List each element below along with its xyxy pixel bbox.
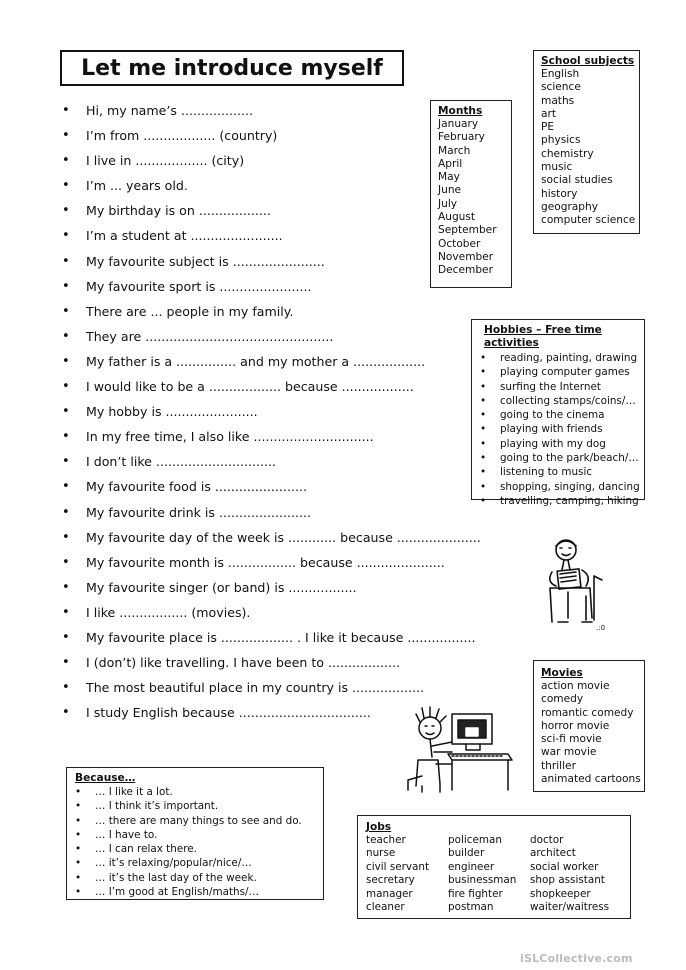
job-item: shop assistant	[530, 874, 605, 887]
jobs-heading: Jobs	[366, 821, 392, 833]
job-item: businessman	[448, 874, 517, 887]
subject-item: history	[541, 187, 578, 200]
svg-text:.:0: .:0	[596, 624, 606, 632]
because-item: • … it’s relaxing/popular/nice/…	[67, 856, 323, 870]
watermark-footer: iSLCollective.com	[520, 952, 633, 965]
sentence-item: • My birthday is on ..................	[62, 198, 532, 223]
because-heading: Because…	[75, 772, 136, 784]
month-item: November	[438, 250, 494, 263]
jobs-box	[357, 815, 631, 919]
because-item: • … I’m good at English/maths/…	[67, 885, 323, 899]
hobby-item: • playing with my dog	[472, 437, 644, 451]
job-item: secretary	[366, 874, 415, 887]
job-item: waiter/waitress	[530, 901, 610, 914]
job-item: nurse	[366, 847, 396, 860]
because-box	[66, 767, 324, 900]
sentence-item: • My hobby is .......................	[62, 399, 532, 424]
job-item: civil servant	[366, 860, 430, 873]
sentence-item: • My father is a ............... and my mother a ..................	[62, 349, 532, 374]
job-item: engineer	[448, 860, 495, 873]
job-item: architect	[530, 847, 576, 860]
sentence-item: • My favourite place is .................. . I like it because .................	[62, 625, 532, 650]
school-subjects-heading: School subjects	[541, 55, 635, 67]
sentence-item: • My favourite food is .......................	[62, 474, 532, 499]
month-item: April	[438, 157, 463, 170]
hobby-item: • travelling, camping, hiking	[472, 494, 644, 508]
sentence-item: • In my free time, I also like ..............................	[62, 424, 532, 449]
sentence-item: • My favourite drink is .......................	[62, 500, 532, 525]
because-item: • … I can relax there.	[67, 842, 323, 856]
hobby-item: • going to the cinema	[472, 408, 644, 422]
subject-item: geography	[541, 200, 599, 213]
hobby-item: • going to the park/beach/…	[472, 451, 644, 465]
subject-item: music	[541, 161, 573, 174]
because-item: • … it’s the last day of the week.	[67, 871, 323, 885]
movie-item: war movie	[541, 746, 597, 759]
subject-item: maths	[541, 94, 575, 107]
sentence-item: • The most beautiful place in my country is ..................	[62, 675, 532, 700]
sentence-item: • I study English because .................................	[62, 700, 532, 725]
job-item: postman	[448, 901, 494, 914]
subject-item: art	[541, 107, 557, 120]
subject-item: chemistry	[541, 147, 594, 160]
hobby-item: • playing computer games	[472, 365, 644, 379]
because-item: • … there are many things to see and do.	[67, 814, 323, 828]
job-item: shopkeeper	[530, 887, 591, 900]
computer-child-drawing	[404, 704, 514, 794]
hobby-item: • reading, painting, drawing	[472, 351, 644, 365]
job-item: manager	[366, 887, 413, 900]
movie-item: action movie	[541, 680, 610, 692]
month-item: December	[438, 264, 493, 277]
sentence-item: • I would like to be a .................. because ..................	[62, 374, 532, 399]
job-item: cleaner	[366, 901, 405, 914]
sentence-item: • My favourite day of the week is ............ because .....................	[62, 525, 532, 550]
movie-item: comedy	[541, 693, 584, 706]
movie-item: animated cartoons	[541, 773, 641, 786]
subject-item: science	[541, 81, 581, 94]
subject-item: social studies	[541, 174, 613, 187]
months-box	[430, 100, 512, 288]
because-item: • … I like it a lot.	[67, 785, 323, 799]
job-item: social worker	[530, 860, 599, 873]
school-subjects-box	[533, 50, 640, 234]
because-item: • … I think it’s important.	[67, 799, 323, 813]
job-item: policeman	[448, 834, 502, 846]
sentence-item: • My favourite singer (or band) is .................	[62, 575, 532, 600]
month-item: May	[438, 171, 460, 184]
hobby-item: • surfing the Internet	[472, 380, 644, 394]
sentence-item: • I’m from .................. (country)	[62, 123, 532, 148]
subject-item: PE	[541, 121, 555, 134]
movies-heading: Movies	[541, 667, 583, 679]
sentence-item: • They are ...............................................	[62, 324, 532, 349]
movie-item: horror movie	[541, 719, 610, 732]
sentence-item: • My favourite subject is .......................	[62, 249, 532, 274]
worksheet-title: Let me introduce myself	[60, 50, 404, 86]
month-item: January	[438, 118, 479, 130]
month-item: February	[438, 131, 485, 144]
movie-item: sci-fi movie	[541, 733, 602, 746]
sentence-item: • My favourite month is ................. because ......................	[62, 550, 532, 575]
sentence-item: • I (don’t) like travelling. I have been to ..................	[62, 650, 532, 675]
subject-item: English	[541, 68, 580, 80]
hobbies-heading: Hobbies – Free time activities	[484, 324, 602, 349]
month-item: August	[438, 211, 476, 224]
movie-item: romantic comedy	[541, 706, 634, 719]
sentence-item: • I like ................. (movies).	[62, 600, 532, 625]
because-item: • … I have to.	[67, 828, 323, 842]
subject-item: physics	[541, 134, 581, 147]
hobby-item: • listening to music	[472, 465, 644, 479]
job-item: doctor	[530, 834, 564, 846]
month-item: October	[438, 237, 481, 250]
sentence-item: • I’m ... years old.	[62, 173, 532, 198]
hobby-item: • collecting stamps/coins/…	[472, 394, 644, 408]
movies-box	[533, 660, 645, 792]
month-item: July	[438, 197, 458, 210]
job-item: fire fighter	[448, 887, 503, 900]
sentence-item: • There are ... people in my family.	[62, 299, 532, 324]
hobby-item: • shopping, singing, dancing	[472, 480, 644, 494]
month-item: March	[438, 144, 471, 157]
sentence-item: • My favourite sport is .......................	[62, 274, 532, 299]
subject-item: computer science	[541, 214, 636, 227]
sentence-item: • Hi, my name’s ..................	[62, 98, 532, 123]
months-heading: Months	[438, 105, 483, 117]
month-item: September	[438, 224, 497, 237]
movie-item: thriller	[541, 759, 576, 772]
sentence-item: • I live in .................. (city)	[62, 148, 532, 173]
reading-child-drawing	[538, 536, 616, 636]
month-item: June	[438, 184, 462, 197]
hobby-item: • playing with friends	[472, 422, 644, 436]
job-item: builder	[448, 847, 485, 860]
job-item: teacher	[366, 834, 406, 846]
sentence-item: • I’m a student at .......................	[62, 223, 532, 248]
hobbies-box	[471, 319, 645, 507]
sentence-item: • I don’t like ..............................	[62, 449, 532, 474]
